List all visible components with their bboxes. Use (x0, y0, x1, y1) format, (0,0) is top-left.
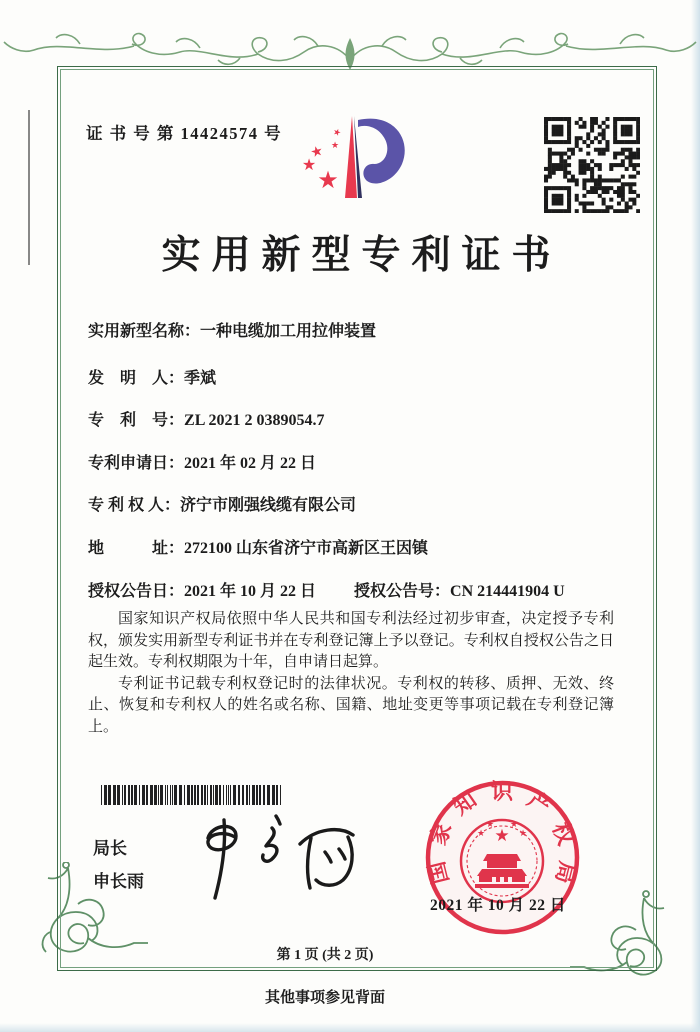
svg-text:★: ★ (518, 829, 528, 839)
body-paragraph-1: 国家知识产权局依照中华人民共和国专利法经过初步审查，决定授予专利权，颁发实用新型专利证书并在专利登记簿上予以登记。专利权自授权公告之日起生效。专利权期限为十年，自申请日起算。 (88, 611, 614, 671)
barcode (101, 785, 283, 805)
field-value: 2021 年 10 月 22 日 (184, 583, 317, 600)
certificate-title: 实用新型专利证书 (161, 234, 562, 277)
field-patent-number (88, 407, 628, 430)
svg-text:★: ★ (301, 155, 317, 174)
scan-edge-bottom (0, 1023, 700, 1032)
field-label: 发 明 人： (88, 370, 185, 387)
signature-handwriting (188, 810, 366, 902)
field-value: 一种电缆加工用拉伸装置 (200, 323, 377, 340)
certificate-number: 证 书 号 第 14424574 号 (86, 124, 283, 143)
field-label: 实用新型名称： (88, 323, 201, 340)
scan-edge-right (691, 0, 700, 1032)
back-side-note: 其他事项参见背面 (264, 990, 385, 1006)
svg-text:★: ★ (331, 127, 343, 140)
svg-text:★: ★ (509, 820, 519, 830)
logo-cone (345, 116, 357, 198)
field-value: CN 214441904 U (450, 583, 565, 600)
official-seal (420, 775, 585, 940)
field-label: 专 利 号： (88, 412, 185, 429)
body-paragraph-2: 专利证书记载专利权登记时的法律状况。专利权的转移、质押、无效、终止、恢复和专利权人的姓名或名称、国籍、地址变更等事项记载在专利登记簿上。 (88, 675, 614, 735)
svg-text:★: ★ (317, 166, 339, 194)
field-grant-date (88, 578, 350, 601)
svg-text:★: ★ (308, 142, 326, 162)
svg-text:★: ★ (494, 826, 510, 846)
field-grant-number (354, 583, 565, 600)
seal-date: 2021 年 10 月 22 日 (430, 897, 566, 914)
svg-text:★: ★ (485, 820, 495, 830)
director-title: 局长 (93, 839, 127, 858)
logo-stars (302, 127, 342, 194)
field-value: ZL 2021 2 0389054.7 (184, 412, 325, 429)
field-grant-line (88, 578, 628, 601)
field-label: 授权公告号： (354, 583, 451, 600)
field-value: 2021 年 02 月 22 日 (184, 455, 317, 472)
svg-text:★: ★ (330, 141, 340, 151)
field-inventor (88, 365, 628, 388)
field-address (88, 535, 628, 558)
seal-text-arc: 国家知识产权局 (423, 778, 581, 887)
field-patentee (88, 492, 628, 515)
field-label: 专利申请日： (88, 455, 185, 472)
field-filing-date (88, 450, 628, 473)
field-value: 季斌 (184, 370, 217, 387)
page-number: 第 1 页 (共 2 页) (276, 948, 374, 963)
field-value: 济宁市刚强线缆有限公司 (180, 497, 357, 514)
director-name: 申长雨 (93, 872, 144, 891)
logo-p-bowl (358, 119, 405, 184)
field-value: 272100 山东省济宁市高新区王因镇 (184, 540, 429, 557)
svg-text:★: ★ (476, 829, 486, 839)
scan-artifact-line (28, 110, 30, 265)
top-ornament-band (0, 10, 700, 72)
field-label: 地 址： (88, 540, 185, 557)
field-label: 授权公告日： (88, 583, 185, 600)
cnipa-logo (286, 110, 434, 218)
field-utility-name (88, 318, 628, 341)
qr-code (544, 117, 640, 213)
certificate-body (88, 609, 614, 739)
field-label: 专 利 权 人： (88, 497, 181, 514)
